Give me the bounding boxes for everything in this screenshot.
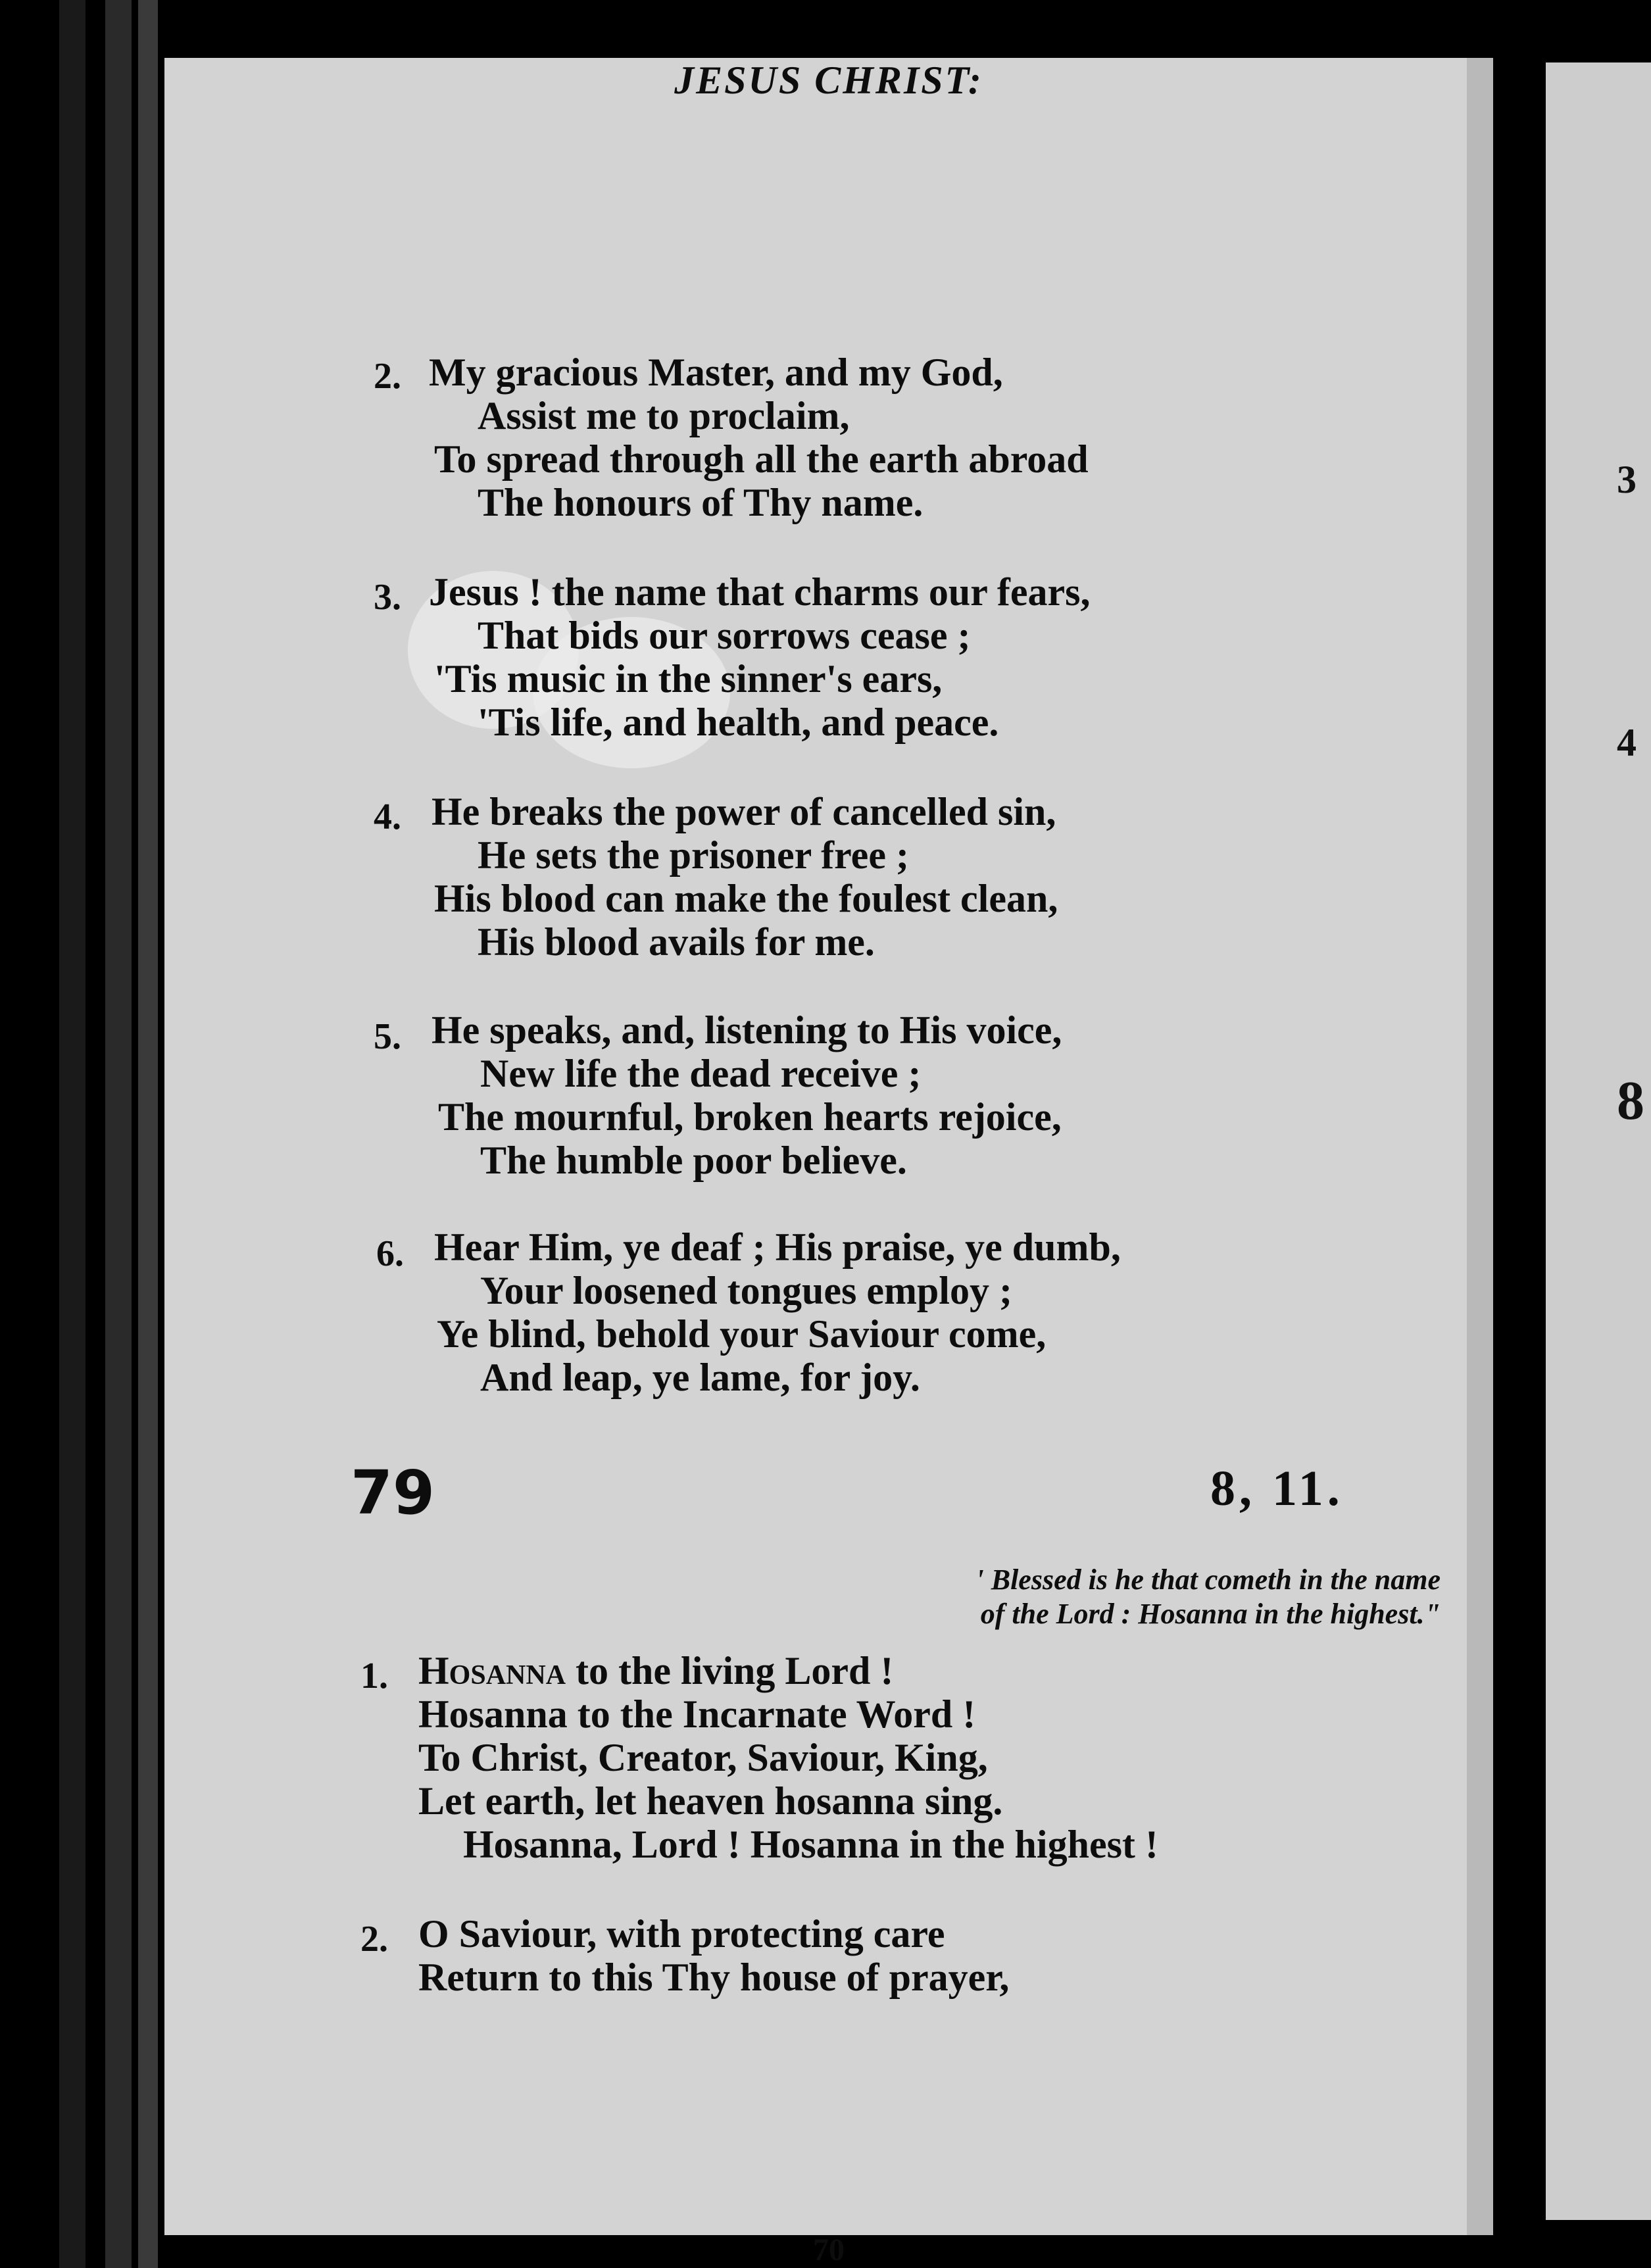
verse-line: Jesus ! the name that charms our fears,	[429, 570, 1091, 614]
verse-line: New life the dead receive ;	[480, 1052, 922, 1095]
facing-page-glyph: 3	[1617, 458, 1637, 501]
verse-line: 'Tis life, and health, and peace.	[478, 701, 999, 744]
page-gutter-shadow	[1467, 58, 1493, 2235]
verse-line: He breaks the power of cancelled sin,	[431, 790, 1056, 833]
verse-line: The honours of Thy name.	[478, 481, 924, 524]
book-edge-light	[138, 0, 158, 2268]
facing-page-glyph: 8	[1617, 1070, 1644, 1131]
verse-line: That bids our sorrows cease ;	[478, 614, 971, 657]
verse-line: Your loosened tongues employ ;	[480, 1269, 1012, 1312]
verse-line: Hosanna, Lord ! Hosanna in the highest !	[463, 1823, 1158, 1866]
verse-line: To spread through all the earth abroad	[434, 437, 1089, 481]
verse-number: 5.	[374, 1016, 401, 1057]
verse-line: Assist me to proclaim,	[478, 394, 850, 437]
verse-number: 6.	[376, 1233, 404, 1274]
verse-line: Ye blind, behold your Saviour come,	[437, 1312, 1047, 1356]
first-line-rest: to the living Lord !	[566, 1649, 894, 1692]
book-edge-dark	[59, 0, 86, 2268]
verse-line: His blood avails for me.	[478, 920, 875, 964]
epigraph-line: ' Blessed is he that cometh in the name	[975, 1564, 1441, 1596]
facing-page-glyph: 4	[1617, 721, 1637, 764]
first-word-small-caps: Hosanna	[418, 1649, 566, 1692]
verse-line: And leap, ye lame, for joy.	[480, 1356, 920, 1399]
verse-line: Hear Him, ye deaf ; His praise, ye dumb,	[434, 1225, 1121, 1269]
verse-line: His blood can make the foulest clean,	[434, 877, 1058, 920]
book-edge-mid	[105, 0, 132, 2268]
verse-line: O Saviour, with protecting care	[418, 1912, 945, 1956]
verse-line: 'Tis music in the sinner's ears,	[434, 657, 943, 701]
verse-number: 2.	[360, 1919, 388, 1960]
hymn-number: 79	[351, 1458, 435, 1528]
verse-line: My gracious Master, and my God,	[429, 351, 1003, 394]
facing-page-edge	[1546, 62, 1651, 2220]
verse-line	[418, 1648, 893, 1694]
hymn-meter: 8, 11.	[1210, 1461, 1344, 1516]
verse-number: 3.	[374, 577, 401, 618]
epigraph-line: of the Lord : Hosanna in the highest."	[980, 1598, 1441, 1630]
verse-line: He speaks, and, listening to His voice,	[431, 1008, 1062, 1052]
verse-number: 2.	[374, 356, 401, 397]
verse-line: Return to this Thy house of prayer,	[418, 1956, 1010, 1999]
verse-number: 1.	[360, 1656, 388, 1696]
verse-line: Let earth, let heaven hosanna sing.	[418, 1779, 1003, 1823]
verse-line: Hosanna to the Incarnate Word !	[418, 1692, 976, 1736]
verse-number: 4.	[374, 797, 401, 837]
verse-line: The mournful, broken hearts rejoice,	[438, 1095, 1062, 1139]
hymnal-page	[164, 58, 1493, 2267]
page-number: 70	[813, 2232, 845, 2267]
verse-line: The humble poor believe.	[480, 1139, 907, 1182]
verse-line: He sets the prisoner free ;	[478, 833, 909, 877]
verse-line: To Christ, Creator, Saviour, King,	[418, 1736, 988, 1779]
running-head: JESUS CHRIST:	[674, 59, 983, 102]
